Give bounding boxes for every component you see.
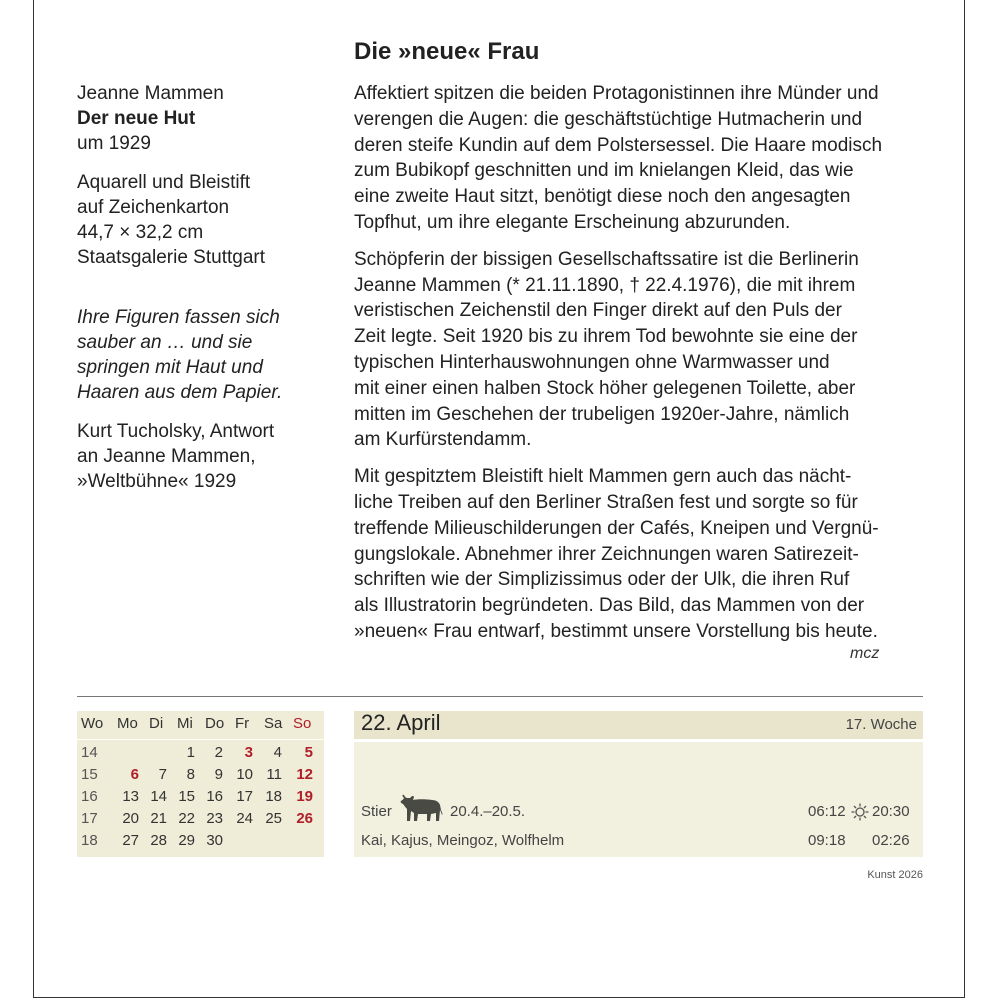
quote-source-line: an Jeanne Mammen, <box>77 446 256 467</box>
moonrise-time: 09:18 <box>808 832 846 849</box>
calendar-day: 17 <box>236 788 253 805</box>
article-line: treffende Milieuschilderungen der Cafés, Kneipen und Vergnü- <box>354 517 879 539</box>
article-line: mitten im Geschehen der trubeligen 1920er-Jahre, nämlich <box>354 403 850 425</box>
article-line: Schöpferin der bissigen Gesellschaftssatire ist die Berlinerin <box>354 248 859 270</box>
article-line: am Kurfürstendamm. <box>354 429 532 451</box>
calendar-day: 6 <box>130 766 139 783</box>
calendar-day: 29 <box>178 832 195 849</box>
article-line: Jeanne Mammen (* 21.11.1890, † 22.4.1976), die mit ihrem <box>354 274 856 296</box>
calendar-day: 30 <box>206 832 223 849</box>
article-line: mit einer einen halben Stock höher gelegenen Toilette, aber <box>354 377 856 399</box>
article-line: veristischen Zeichenstil den Finger direkt auf den Puls der <box>354 300 842 322</box>
article-line: typischen Hinterhauswohnungen ohne Warmwasser und <box>354 351 830 373</box>
calendar-day: 7 <box>158 766 167 783</box>
artwork-medium-line: auf Zeichenkarton <box>77 197 230 218</box>
article-line: eine zweite Haut sitzt, benötigt diese noch den angesagten <box>354 186 851 208</box>
article-title: Die »neue« Frau <box>354 38 540 65</box>
article-body <box>354 81 934 645</box>
footer-label: Kunst 2026 <box>867 869 923 881</box>
calendar-day: 19 <box>296 788 313 805</box>
article-line: Affektiert spitzen die beiden Protagonistinnen ihre Münder und <box>354 83 879 104</box>
artwork-caption <box>77 81 327 494</box>
artwork-title: Der neue Hut <box>77 108 196 129</box>
calendar-day: 13 <box>122 788 139 805</box>
quote-line: springen mit Haut und <box>77 357 263 378</box>
calendar-day: 16 <box>206 788 223 805</box>
calendar-day: 5 <box>304 744 313 761</box>
calendar-weekday-header: Mi <box>177 715 193 732</box>
sun-icon <box>851 803 869 826</box>
moonset-time: 02:26 <box>872 832 910 849</box>
calendar-header-separator <box>77 739 324 740</box>
artwork-collection: Staatsgalerie Stuttgart <box>77 247 265 268</box>
calendar-day: 21 <box>150 810 167 827</box>
calendar-week-number: 17 <box>81 810 98 827</box>
day-header <box>354 711 923 739</box>
article-line: Mit gespitztem Bleistift hielt Mammen gern auch das nächt- <box>354 466 852 488</box>
calendar-day: 23 <box>206 810 223 827</box>
name-days: Kai, Kajus, Meingoz, Wolfhelm <box>361 832 565 849</box>
calendar-weekday-header: Mo <box>117 715 138 732</box>
calendar-day: 14 <box>150 788 167 805</box>
calendar-weekday-header: Do <box>205 715 225 732</box>
article-line: liche Treiben auf den Berliner Straßen fest und sorgte so für <box>354 491 858 513</box>
calendar-weekday-header: Di <box>149 715 164 732</box>
article-line: zum Bubikopf geschnitten und im knielangen Kleid, das wie <box>354 160 854 182</box>
month-calendar <box>77 711 324 857</box>
calendar-weekday-header: So <box>293 715 312 732</box>
calendar-day: 28 <box>150 832 167 849</box>
article-line: »neuen« Frau entwarf, bestimmt unsere Vorstellung bis heute. <box>354 620 878 642</box>
calendar-day: 2 <box>214 744 223 761</box>
quote-source-line: »Weltbühne« 1929 <box>77 471 237 492</box>
sunset-time: 20:30 <box>872 803 910 820</box>
calendar-week-number: 18 <box>81 832 98 849</box>
calendar-day: 1 <box>186 744 195 761</box>
article-line: deren steife Kundin auf dem Polstersessel. Die Haare modisch <box>354 134 883 156</box>
calendar-day: 27 <box>122 832 139 849</box>
artwork-dimensions: 44,7 × 32,2 cm <box>77 222 204 243</box>
artwork-date: um 1929 <box>77 133 151 154</box>
calendar-weekday-header: Wo <box>81 715 104 732</box>
article-line: Zeit legte. Seit 1920 bis zu ihrem Tod bewohnte sie eine der <box>354 326 858 348</box>
article-line: Topfhut, um ihre elegante Erscheinung abzurunden. <box>354 211 791 233</box>
calendar-weekday-header: Sa <box>264 715 283 732</box>
article-line: schriften wie der Simplizissimus oder der Ulk, die ihren Ruf <box>354 569 850 591</box>
calendar-day: 26 <box>296 810 313 827</box>
quote-line: Ihre Figuren fassen sich <box>77 307 280 328</box>
calendar-week-number: 15 <box>81 766 98 783</box>
week-number: 17. Woche <box>845 716 917 733</box>
artwork-medium-line: Aquarell und Bleistift <box>77 172 251 193</box>
calendar-week-number: 16 <box>81 788 98 805</box>
bull-icon <box>400 794 444 827</box>
divider <box>77 696 923 697</box>
calendar-week-number: 14 <box>81 744 98 761</box>
calendar-day: 10 <box>236 766 253 783</box>
calendar-weekday-header: Fr <box>235 715 250 732</box>
article-signature: mcz <box>850 645 880 662</box>
calendar-day: 8 <box>186 766 195 783</box>
zodiac-range: 20.4.–20.5. <box>450 803 526 820</box>
zodiac-sign: Stier <box>361 803 392 820</box>
quote-line: Haaren aus dem Papier. <box>77 382 283 403</box>
moon-icon <box>854 832 868 855</box>
day-date: 22. April <box>361 710 441 735</box>
quote-line: sauber an … und sie <box>77 332 253 353</box>
calendar-day: 3 <box>244 744 253 761</box>
calendar-day: 12 <box>296 766 313 783</box>
calendar-day: 18 <box>265 788 282 805</box>
calendar-day: 4 <box>273 744 282 761</box>
artist-name: Jeanne Mammen <box>77 83 224 104</box>
article-line: gungslokale. Abnehmer ihrer Zeichnungen waren Satirezeit- <box>354 543 859 565</box>
calendar-day: 9 <box>214 766 223 783</box>
article-line: als Illustratorin begründeten. Das Bild, das Mammen von der <box>354 595 865 617</box>
day-details <box>354 742 923 857</box>
sunrise-time: 06:12 <box>808 803 846 820</box>
calendar-day: 11 <box>266 766 282 783</box>
calendar-day: 20 <box>122 810 139 827</box>
calendar-day: 22 <box>178 810 195 827</box>
quote-source-line: Kurt Tucholsky, Antwort <box>77 421 275 442</box>
calendar-day: 15 <box>178 788 195 805</box>
calendar-day: 25 <box>265 810 282 827</box>
article-line: verengen die Augen: die geschäftstüchtige Hutmacherin und <box>354 108 863 130</box>
calendar-day: 24 <box>236 810 253 827</box>
